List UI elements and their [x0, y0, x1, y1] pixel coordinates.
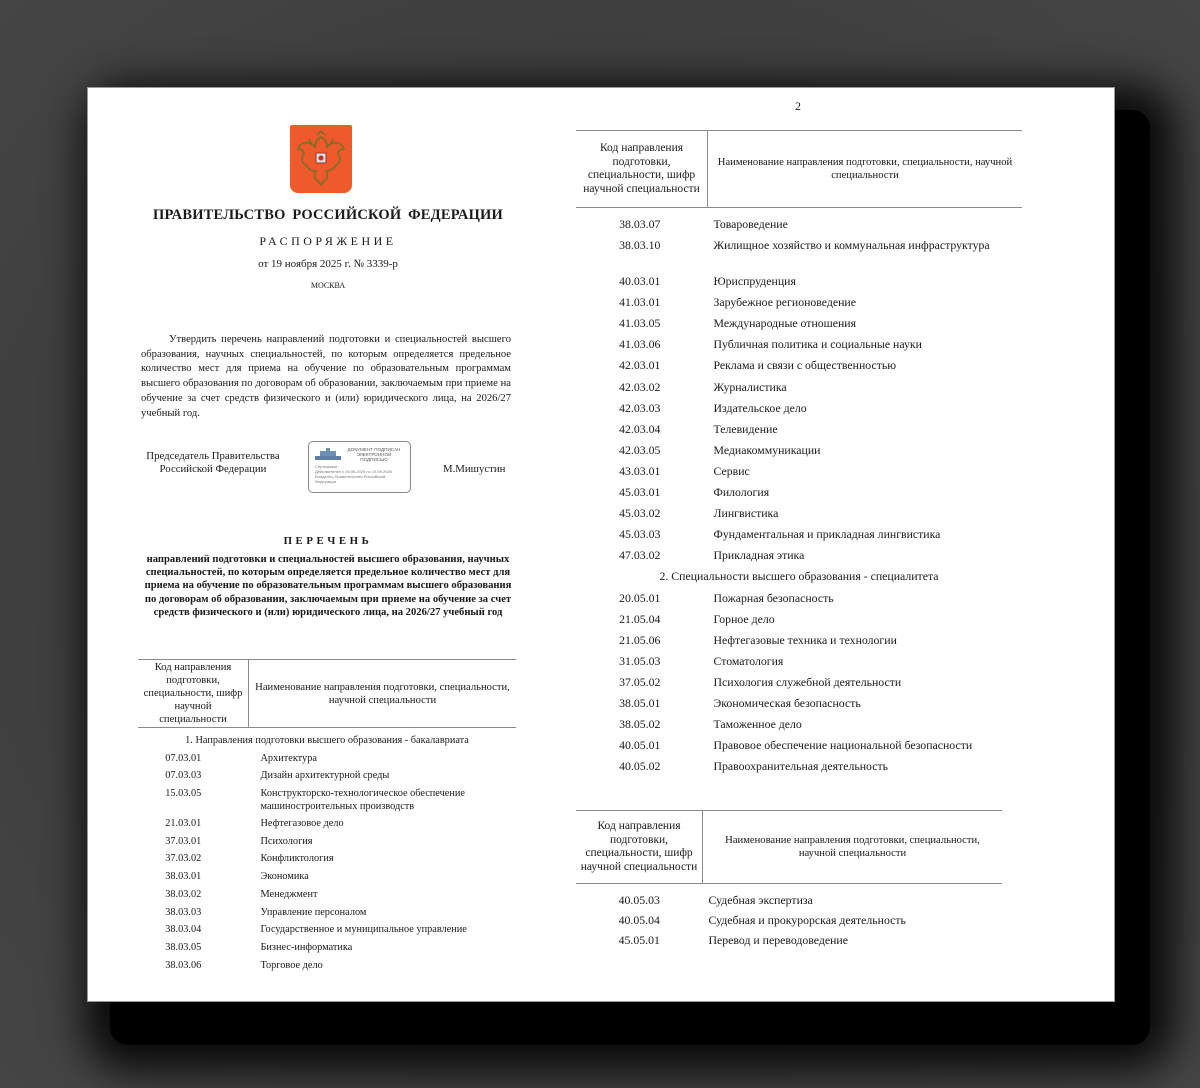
table-row: [576, 381, 1022, 402]
table-row: [576, 486, 1022, 507]
list-subtitle: направлений подготовки и специальностей высшего образования, научных специальностей, по которым определяется предельное количество мест для приема на обучение по образовательным программам высшего образования по договорам об образовании, заключаемым при приеме на обучение за счет средств физического и (или) юридического лица, на 2026/27 учебный год: [144, 554, 512, 618]
building-icon: [315, 448, 341, 460]
section-heading: 2. Специальности высшего образования - специалитета: [659, 569, 939, 584]
table-row: [576, 934, 1002, 954]
row-code: 42.03.02: [619, 379, 661, 394]
row-name: Медиакоммуникации: [713, 442, 821, 457]
specialties-table-page1: [138, 659, 516, 976]
table-row: [138, 752, 516, 770]
row-name: Психология служебной деятельности: [713, 674, 902, 689]
signer-name: М.Мишустин: [443, 463, 506, 475]
row-name: Телевидение: [713, 421, 778, 436]
row-code: 42.03.03: [619, 400, 661, 415]
row-name: Журналистика: [713, 379, 787, 394]
row-name: Судебная экспертиза: [708, 893, 813, 907]
table-row: [138, 923, 516, 941]
coat-of-arms-icon: [290, 125, 352, 193]
row-name: Психология: [260, 835, 313, 847]
row-code: 21.05.04: [619, 611, 661, 626]
row-code: 41.03.01: [619, 295, 661, 310]
table-row: [576, 423, 1022, 444]
chair-title: Председатель Правительства Российской Федерации: [146, 450, 280, 475]
row-name: Товароведение: [713, 217, 788, 231]
row-code: 45.03.01: [619, 485, 661, 500]
table-row: [576, 760, 1022, 781]
row-name: Управление персоналом: [260, 906, 367, 918]
header-name: Наименование направления подготовки, специальности, научной специальности: [708, 131, 1023, 208]
table-row: [576, 634, 1022, 655]
row-name: Правоохранительная деятельность: [713, 759, 888, 774]
row-name: Реклама и связи с общественностью: [713, 358, 897, 373]
table-row: [138, 787, 516, 817]
table-row: [576, 549, 1022, 570]
table-row: [138, 769, 516, 787]
table-row: [138, 941, 516, 959]
row-code: 45.05.01: [618, 933, 660, 947]
table-row: [576, 884, 1002, 915]
table-row: [576, 528, 1022, 549]
row-name: Экономическая безопасность: [713, 695, 861, 710]
header-code: Код направления подготовки, специальности, шифр научной специальности: [576, 131, 708, 208]
row-code: 31.05.03: [619, 653, 661, 668]
order-date-number: от 19 ноября 2025 г. № 3339-р: [258, 258, 398, 270]
row-code: 41.03.05: [619, 316, 661, 331]
row-code: 38.03.07: [619, 217, 661, 231]
row-code: 40.03.01: [619, 274, 661, 289]
row-name: Лингвистика: [713, 506, 779, 521]
row-name: Конфликтология: [260, 853, 334, 865]
row-name: Жилищное хозяйство и коммунальная инфраструктура: [713, 238, 990, 253]
specialties-table-page2-continued: [576, 810, 1002, 954]
table-row: [138, 852, 516, 870]
row-code: 38.05.01: [619, 695, 661, 710]
table-row: [576, 275, 1022, 296]
table-row: [138, 870, 516, 888]
row-name: Сервис: [713, 463, 750, 478]
table-row: [576, 359, 1022, 380]
row-code: 38.05.02: [619, 717, 661, 732]
table-row: [576, 208, 1022, 240]
table-row: [576, 676, 1022, 697]
row-name: Архитектура: [260, 752, 317, 764]
row-code: 21.05.06: [619, 632, 661, 647]
row-code: 42.03.04: [619, 421, 661, 436]
table-row: [576, 739, 1022, 760]
row-name: Конструкторско-технологическое обеспечение машиностроительных производств: [260, 788, 465, 813]
row-code: 38.03.05: [165, 941, 202, 953]
list-title: ПЕРЕЧЕНЬ: [283, 535, 373, 547]
header-code: Код направления подготовки, специальности, шифр научной специальности: [576, 811, 703, 884]
row-name: Филология: [713, 485, 770, 500]
row-code: 45.03.02: [619, 506, 661, 521]
stamp-line: Владелец Правительство Российской Федерации: [315, 474, 386, 484]
row-code: 42.03.05: [619, 442, 661, 457]
row-code: 47.03.02: [619, 548, 661, 563]
decree-paragraph: Утвердить перечень направлений подготовки и специальностей высшего образования, научных специальностей, по которым определяется предельное количество мест для приема на обучение по образовательным программам высшего образования по договорам об образовании, заключаемым при приеме на обучение за счет средств физического и (или) юридического лица, на 2026/27 учебный год.: [141, 334, 511, 419]
row-name: Нефтегазовые техника и технологии: [713, 632, 897, 647]
row-code: 38.03.02: [165, 888, 202, 900]
row-name: Горное дело: [713, 611, 775, 626]
row-code: 15.03.05: [165, 788, 202, 800]
table-row: [576, 697, 1022, 718]
government-title: ПРАВИТЕЛЬСТВО РОССИЙСКОЙ ФЕДЕРАЦИИ: [152, 207, 504, 223]
row-code: 37.05.02: [619, 674, 661, 689]
table-row: [576, 444, 1022, 465]
row-code: 40.05.01: [619, 738, 661, 753]
row-name: Публичная политика и социальные науки: [713, 337, 922, 352]
table-row: [576, 296, 1022, 317]
table-row: [576, 507, 1022, 528]
table-row: [138, 959, 516, 977]
row-code: 45.03.03: [619, 527, 661, 542]
table-row: [576, 465, 1022, 486]
row-name: Фундаментальная и прикладная лингвистика: [713, 527, 941, 542]
row-code: 40.05.04: [618, 913, 660, 927]
row-name: Пожарная безопасность: [713, 590, 834, 605]
table-row: [138, 906, 516, 924]
row-name: Государственное и муниципальное управление: [260, 924, 467, 936]
row-name: Дизайн архитектурной среды: [260, 770, 390, 782]
row-code: 21.03.01: [165, 818, 202, 830]
row-name: Менеджмент: [260, 888, 318, 900]
row-code: 38.03.03: [165, 906, 202, 918]
row-name: Зарубежное регионоведение: [713, 295, 856, 310]
page-number: 2: [795, 99, 801, 113]
row-name: Экономика: [260, 871, 309, 883]
row-name: Торговое дело: [260, 959, 323, 971]
table-row: [576, 239, 1022, 275]
row-code: 38.03.01: [165, 871, 202, 883]
row-code: 37.03.01: [165, 835, 202, 847]
table-row: [576, 592, 1022, 613]
row-name: Нефтегазовое дело: [260, 818, 344, 830]
document-sheet: [87, 87, 1115, 1002]
order-type: РАСПОРЯЖЕНИЕ: [259, 234, 397, 248]
electronic-signature-stamp: [308, 441, 411, 493]
row-name: Стоматология: [713, 653, 784, 668]
header-code: Код направления подготовки, специальности, шифр научной специальности: [138, 660, 249, 728]
stamp-line: Сертификат: [315, 464, 338, 469]
row-code: 40.05.03: [618, 893, 660, 907]
row-code: 38.03.10: [619, 238, 661, 253]
header-name: Наименование направления подготовки, специальности, научной специальности: [703, 811, 1003, 884]
row-code: 43.03.01: [619, 463, 661, 478]
row-code: 40.05.02: [619, 759, 661, 774]
section-heading: 1. Направления подготовки высшего образования - бакалавриата: [185, 735, 469, 746]
city: МОСКВА: [310, 281, 346, 290]
row-name: Международные отношения: [713, 316, 857, 331]
row-name: Таможенное дело: [713, 717, 802, 732]
row-code: 42.03.01: [619, 358, 661, 373]
table-row: [138, 888, 516, 906]
table-row: [576, 613, 1022, 634]
row-name: Юриспруденция: [713, 274, 796, 289]
decree-text: [141, 333, 511, 421]
row-code: 20.05.01: [619, 590, 661, 605]
row-code: 38.03.06: [165, 959, 202, 971]
header-name: Наименование направления подготовки, специальности, научной специальности: [249, 660, 517, 728]
row-code: 07.03.01: [165, 752, 202, 764]
row-code: 38.03.04: [165, 924, 202, 936]
row-name: Бизнес-информатика: [260, 941, 353, 953]
table-row: [576, 655, 1022, 676]
row-name: Перевод и переводоведение: [708, 933, 848, 947]
table-row: [576, 914, 1002, 934]
row-name: Судебная и прокурорская деятельность: [708, 913, 906, 927]
table-row: [138, 817, 516, 835]
row-code: 41.03.06: [619, 337, 661, 352]
row-name: Прикладная этика: [713, 548, 805, 563]
stamp-title: ДОКУМЕНТ ПОДПИСАН ЭЛЕКТРОННОЙ ПОДПИСЬЮ: [347, 447, 401, 462]
stamp-line: Действителен с 26.06.2025 по 19.09.2026: [315, 469, 392, 474]
row-code: 07.03.03: [165, 770, 202, 782]
table-row: [576, 402, 1022, 423]
specialties-table-page2: [576, 130, 1022, 781]
row-name: Издательское дело: [713, 400, 807, 415]
row-code: 37.03.02: [165, 853, 202, 865]
row-name: Правовое обеспечение национальной безопасности: [713, 738, 973, 753]
table-row: [576, 338, 1022, 359]
table-row: [576, 317, 1022, 338]
table-row: [576, 718, 1022, 739]
table-row: [138, 835, 516, 853]
